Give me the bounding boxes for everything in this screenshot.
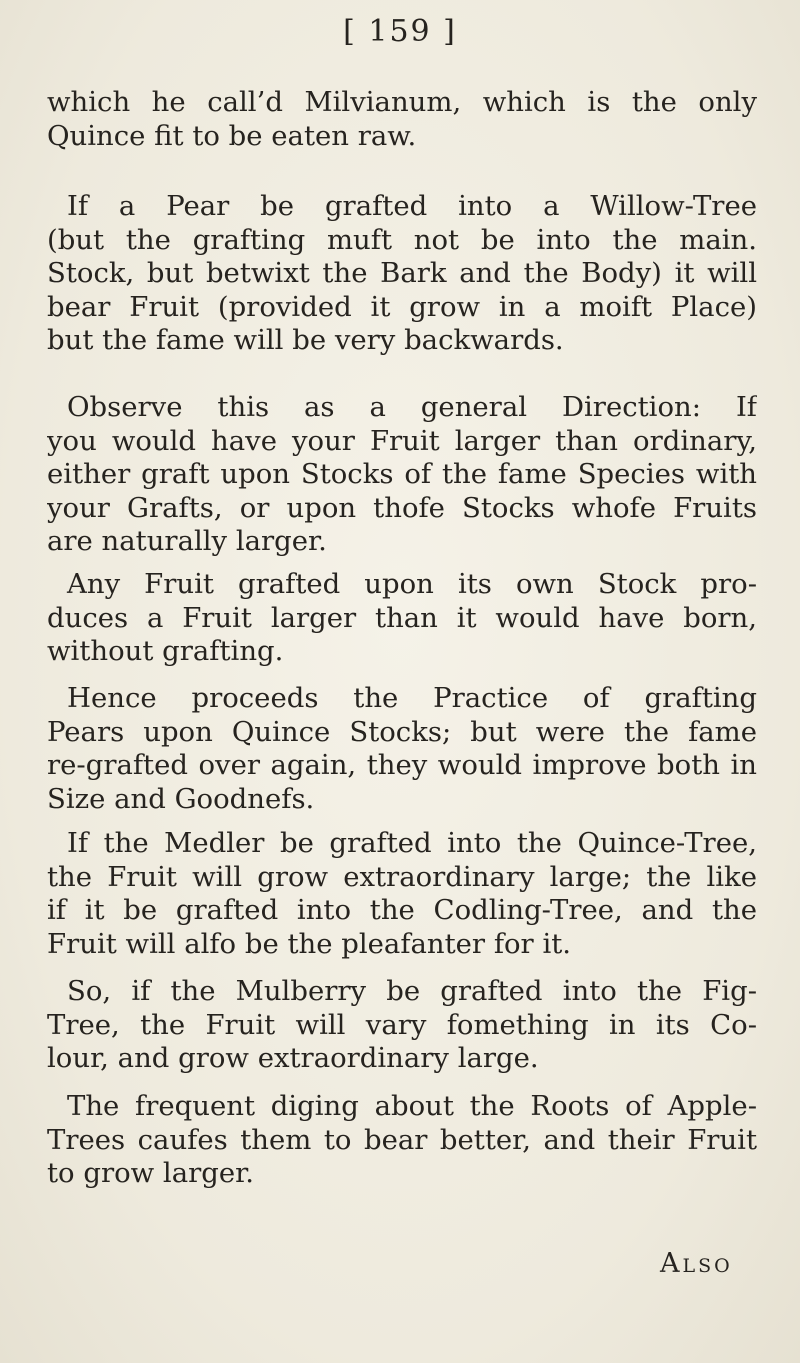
text-line: lour, and grow extraordinary large. (47, 1042, 539, 1074)
text-line: Fruit will alfo be the pleafanter for it. (47, 927, 572, 960)
text-line: Trees caufes them to bear better, and their Fruit (47, 1123, 757, 1156)
text-line: If a Pear be grafted into a Willow-Tree (67, 190, 757, 222)
text-line: Hence proceeds the Practice of grafting (67, 682, 757, 714)
text-line: without grafting. (47, 635, 284, 667)
paragraph-7 (47, 975, 757, 1076)
text-line: your Grafts, or upon thofe Stocks whofe Fruits (47, 491, 757, 524)
text-line: if it be grafted into the Codling-Tree, and the (47, 894, 757, 926)
paragraph-5 (47, 682, 757, 816)
text-line: you would have your Fruit larger than ordinary, (47, 424, 757, 457)
paragraph-3 (47, 391, 757, 559)
catchword: Also (660, 1248, 733, 1279)
paragraph-2 (47, 190, 757, 358)
text-line: to grow larger. (47, 1157, 255, 1189)
text-line: either graft upon Stocks of the fame Species with (47, 458, 757, 490)
text-line: Observe this as a general Direction: If (67, 391, 757, 423)
text-line: If the Medler be grafted into the Quince-Tree, (67, 827, 757, 859)
paragraph-6 (47, 827, 757, 961)
text-line: re-grafted over again, they would improve both in (47, 749, 757, 781)
text-line: are naturally larger. (47, 525, 327, 557)
text-line: So, if the Mulberry be grafted into the Fig- (67, 975, 757, 1007)
paragraph-1 (47, 86, 757, 153)
text-line: the Fruit will grow extraordinary large; the like (47, 860, 757, 893)
paragraph-4 (47, 568, 757, 669)
text-line: but the fame will be very backwards. (47, 324, 564, 356)
text-line: bear Fruit (provided it grow in a moift Place) (47, 290, 757, 323)
text-line: The frequent diging about the Roots of Apple- (67, 1090, 757, 1122)
text-line: Stock, but betwixt the Bark and the Body) it will (47, 257, 757, 289)
text-line: Quince fit to be eaten raw. (47, 119, 417, 152)
page-number: [ 159 ] (343, 14, 457, 49)
paragraph-8 (47, 1090, 757, 1191)
text-line: Any Fruit grafted upon its own Stock pro- (67, 568, 757, 600)
text-line: Tree, the Fruit will vary fomething in its Co- (47, 1008, 757, 1041)
text-line: Pears upon Quince Stocks; but were the fame (47, 715, 757, 748)
text-line: Size and Goodnefs. (47, 782, 315, 815)
text-line: which he call’d Milvianum, which is the only (47, 86, 757, 118)
text-line: duces a Fruit larger than it would have born, (47, 601, 757, 634)
text-line: (but the grafting muft not be into the main. (47, 223, 757, 256)
